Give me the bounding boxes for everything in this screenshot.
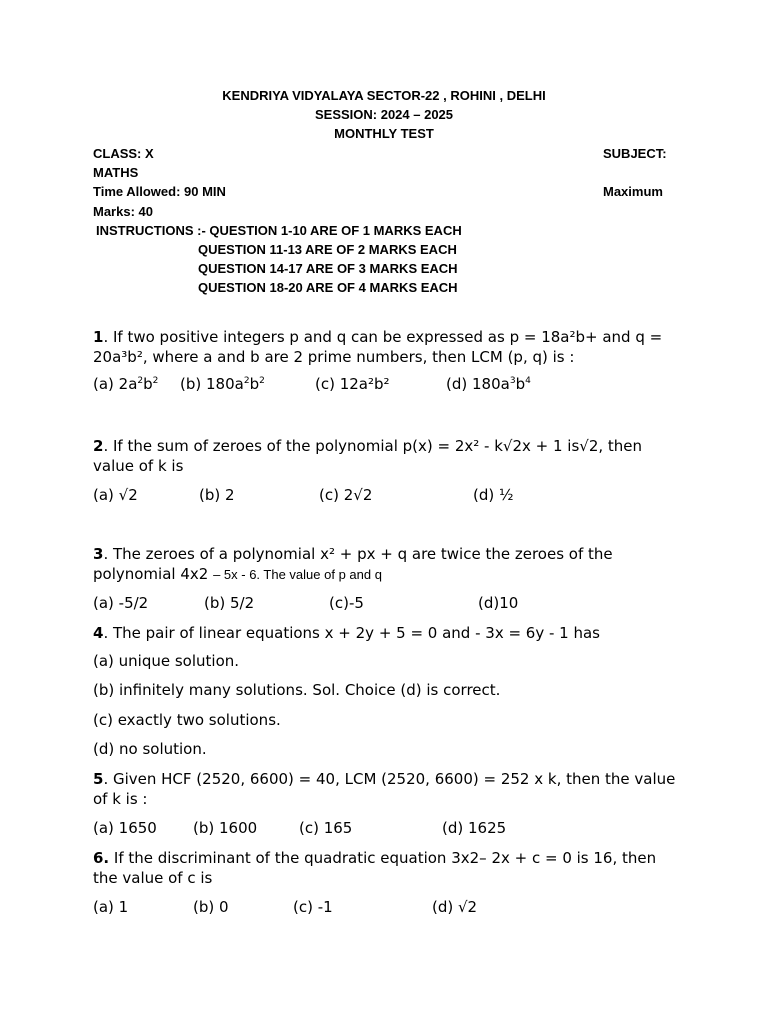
option-c: (c) exactly two solutions.	[93, 711, 281, 729]
instruction-line: INSTRUCTIONS :- QUESTION 1-10 ARE OF 1 MARKS EACH	[96, 223, 462, 238]
question-1	[93, 327, 683, 367]
question-number: 1	[93, 328, 104, 346]
option-c: (c)-5	[329, 594, 364, 612]
question-2	[93, 436, 683, 476]
option-a: (a) -5/2	[93, 594, 149, 612]
subject-value: MATHS	[93, 165, 139, 180]
question-text-small: – 5x - 6. The value of p and q	[213, 567, 382, 582]
question-text: . The pair of linear equations x + 2y + 5 = 0 and - 3x = 6y - 1 has	[103, 624, 600, 642]
option-a: (a) $2a^2b^2$	[93, 375, 159, 393]
option-a: (a) unique solution.	[93, 652, 240, 670]
option-b: (b) infinitely many solutions. Sol. Choice (d) is correct.	[93, 681, 501, 699]
option-d: (d) √2	[432, 898, 478, 916]
option-b: (b) 5/2	[204, 594, 255, 612]
option-c: (c) 12a²b²	[315, 375, 390, 393]
option-d: (d) 1625	[442, 819, 507, 837]
class-label: CLASS: X	[93, 146, 154, 161]
question-number: 6.	[93, 849, 110, 867]
option-b: (b) 0	[193, 898, 229, 916]
marks: Marks: 40	[93, 204, 153, 219]
question-number: 2	[93, 437, 104, 455]
option-d: (d)10	[478, 594, 519, 612]
question-text: . The zeroes of a polynomial x² + px + q are twice the zeroes of the polynomial 4x2	[93, 545, 613, 583]
option-d: (d) ½	[473, 486, 514, 504]
instruction-line: QUESTION 14-17 ARE OF 3 MARKS EACH	[198, 261, 458, 276]
question-3	[93, 544, 683, 585]
question-number: 5	[93, 770, 104, 788]
option-a: (a) 1650	[93, 819, 157, 837]
question-text: . If the sum of zeroes of the polynomial p(x) = 2x² - k√2x + 1 is√2, then value of k is	[93, 437, 643, 475]
school-name: KENDRIYA VIDYALAYA SECTOR-22 , ROHINI , DELHI	[222, 88, 546, 103]
subject-label: SUBJECT:	[603, 146, 667, 161]
instruction-line: QUESTION 18-20 ARE OF 4 MARKS EACH	[198, 280, 458, 295]
option-b: (b) 1600	[193, 819, 258, 837]
question-number: 4	[93, 624, 104, 642]
question-number: 3	[93, 545, 104, 563]
question-5	[93, 769, 683, 809]
question-6	[93, 848, 683, 888]
option-d: (d) $180a^3b^4$	[446, 375, 531, 393]
instruction-line: QUESTION 11-13 ARE OF 2 MARKS EACH	[198, 242, 457, 257]
question-text: If the discriminant of the quadratic equation 3x2– 2x + c = 0 is 16, then the value of c is	[93, 849, 657, 887]
session: SESSION: 2024 – 2025	[314, 107, 454, 122]
question-4	[93, 623, 683, 643]
option-b: (b) 2	[199, 486, 235, 504]
option-c: (c) -1	[293, 898, 333, 916]
option-a: (a) 1	[93, 898, 129, 916]
time-allowed: Time Allowed: 90 MIN	[93, 184, 226, 199]
question-text: . Given HCF (2520, 6600) = 40, LCM (2520, 6600) = 252 x k, then the value of k is :	[93, 770, 676, 808]
question-text: . If two positive integers p and q can be expressed as p = 18a²b+ and q = 20a³b², where a and b are 2 prime numbers, then LCM (p, q) is :	[93, 328, 663, 366]
option-a: (a) √2	[93, 486, 138, 504]
option-c: (c) 2√2	[319, 486, 373, 504]
option-c: (c) 165	[299, 819, 353, 837]
test-title: MONTHLY TEST	[334, 126, 434, 141]
maximum-label: Maximum	[603, 184, 663, 199]
option-d: (d) no solution.	[93, 740, 207, 758]
option-b: (b) $180a^2b^2$	[180, 375, 265, 393]
